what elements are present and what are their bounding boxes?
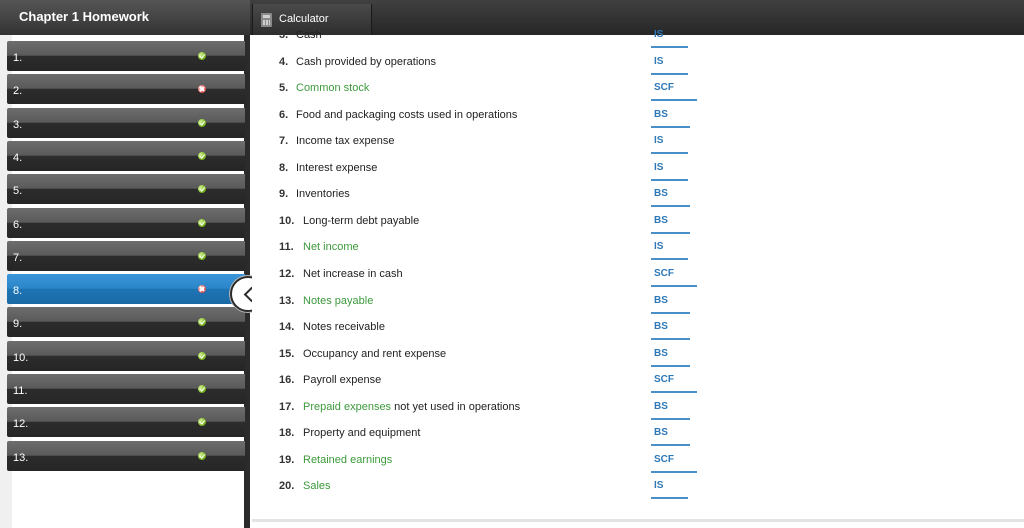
sidebar-question-item[interactable]	[7, 341, 245, 371]
sidebar-question-item[interactable]	[7, 41, 245, 71]
item-number: 8.	[279, 161, 289, 174]
item-number: 3.	[279, 29, 289, 41]
question-number: 9.	[13, 318, 23, 331]
question-number: 2.	[13, 85, 23, 98]
item-number: 20.	[279, 480, 295, 493]
classification-row	[252, 208, 1024, 234]
answer-dropdown[interactable]: IS	[651, 22, 688, 48]
classification-row	[252, 128, 1024, 154]
bottom-divider	[252, 519, 1024, 522]
answer-dropdown[interactable]: BS	[651, 394, 690, 420]
item-number: 12.	[279, 267, 295, 280]
check-icon	[198, 452, 206, 460]
item-number: 19.	[279, 453, 295, 466]
sidebar-question-item[interactable]	[7, 241, 245, 271]
question-number: 4.	[13, 151, 23, 164]
check-icon	[198, 352, 206, 360]
sidebar-question-item[interactable]	[7, 108, 245, 138]
item-number: 17.	[279, 400, 295, 413]
item-number: 5.	[279, 82, 289, 95]
question-number: 10.	[13, 351, 29, 364]
item-label	[303, 394, 520, 420]
answer-dropdown[interactable]: BS	[651, 208, 690, 234]
question-number: 12.	[13, 418, 29, 431]
item-number: 13.	[279, 294, 295, 307]
item-label: Long-term debt payable	[303, 214, 420, 227]
item-label: Food and packaging costs used in operations	[296, 108, 518, 121]
item-label: Payroll expense	[303, 374, 382, 387]
classification-row	[252, 261, 1024, 287]
answer-dropdown[interactable]: IS	[651, 473, 688, 499]
answer-dropdown[interactable]: BS	[651, 420, 690, 446]
classification-row	[252, 420, 1024, 446]
item-number: 11.	[279, 241, 294, 254]
answer-dropdown[interactable]: SCF	[651, 447, 697, 473]
classification-row	[252, 473, 1024, 499]
sidebar-question-item[interactable]	[7, 141, 245, 171]
classification-row	[252, 341, 1024, 367]
answer-dropdown[interactable]: SCF	[651, 75, 697, 101]
item-label: Sales	[303, 480, 331, 493]
error-icon	[198, 85, 206, 93]
check-icon	[198, 185, 206, 193]
classification-row	[252, 22, 1024, 48]
answer-dropdown[interactable]: SCF	[651, 367, 697, 393]
item-label-highlight: Prepaid expenses	[303, 400, 392, 413]
classification-row	[252, 234, 1024, 260]
check-icon	[198, 119, 206, 127]
sidebar-question-item[interactable]	[7, 307, 245, 337]
assignment-title: Chapter 1 Homework	[0, 0, 250, 35]
item-label: Occupancy and rent expense	[303, 347, 447, 360]
question-number: 13.	[13, 451, 29, 464]
question-number: 8.	[13, 285, 23, 298]
error-icon	[198, 285, 206, 293]
item-label: Net increase in cash	[303, 267, 403, 280]
sidebar-question-item[interactable]	[7, 208, 245, 238]
classification-row	[252, 181, 1024, 207]
sidebar-question-item[interactable]	[7, 374, 245, 404]
sidebar-question-item[interactable]	[7, 274, 245, 304]
classification-row	[252, 288, 1024, 314]
item-label: Cash	[296, 29, 322, 41]
answer-dropdown[interactable]: IS	[651, 128, 688, 154]
question-number: 7.	[13, 251, 23, 264]
classification-row	[252, 394, 1024, 420]
answer-dropdown[interactable]: IS	[651, 155, 688, 181]
classification-row	[252, 49, 1024, 75]
item-label: Common stock	[296, 82, 370, 95]
classification-row	[252, 447, 1024, 473]
check-icon	[198, 152, 206, 160]
answer-dropdown[interactable]: BS	[651, 102, 690, 128]
sidebar-question-item[interactable]	[7, 74, 245, 104]
item-number: 6.	[279, 108, 289, 121]
answer-dropdown[interactable]: BS	[651, 314, 690, 340]
item-label: Inventories	[296, 188, 350, 201]
item-label: Interest expense	[296, 161, 378, 174]
answer-dropdown[interactable]: SCF	[651, 261, 697, 287]
check-icon	[198, 219, 206, 227]
item-label: Income tax expense	[296, 135, 395, 148]
classification-row	[252, 102, 1024, 128]
classification-row	[252, 367, 1024, 393]
sidebar-question-item[interactable]	[7, 174, 245, 204]
question-number: 1.	[13, 52, 23, 64]
calculator-label: Calculator	[279, 13, 329, 25]
answer-dropdown[interactable]: BS	[651, 288, 690, 314]
item-number: 7.	[279, 135, 289, 148]
question-number: 5.	[13, 185, 23, 198]
check-icon	[198, 52, 206, 60]
item-number: 14.	[279, 321, 295, 334]
answer-dropdown[interactable]: BS	[651, 181, 690, 207]
check-icon	[198, 318, 206, 326]
question-number: 6.	[13, 218, 23, 231]
item-number: 9.	[279, 188, 289, 201]
item-label: Net income	[303, 241, 359, 254]
question-number: 11.	[13, 385, 28, 397]
item-label: Cash provided by operations	[296, 55, 437, 68]
answer-dropdown[interactable]: IS	[651, 234, 688, 260]
item-label: Notes payable	[303, 294, 374, 307]
classification-row	[252, 75, 1024, 101]
item-label: Retained earnings	[303, 453, 393, 466]
item-label: Notes receivable	[303, 321, 385, 334]
item-number: 16.	[279, 374, 295, 387]
item-number: 18.	[279, 427, 295, 440]
answer-dropdown[interactable]: IS	[651, 49, 688, 75]
question-number: 3.	[13, 118, 23, 131]
item-label: Property and equipment	[303, 427, 421, 440]
sidebar-question-item[interactable]	[7, 407, 245, 437]
check-icon	[198, 252, 206, 260]
classification-row	[252, 314, 1024, 340]
main-content	[252, 29, 1024, 528]
check-icon	[198, 385, 206, 393]
item-number: 15.	[279, 347, 295, 360]
check-icon	[198, 418, 206, 426]
item-label-rest: not yet used in operations	[391, 400, 521, 413]
classification-row	[252, 155, 1024, 181]
item-number: 4.	[279, 55, 289, 68]
answer-dropdown[interactable]: BS	[651, 341, 690, 367]
item-number: 10.	[279, 214, 295, 227]
sidebar-question-item[interactable]	[7, 441, 245, 471]
